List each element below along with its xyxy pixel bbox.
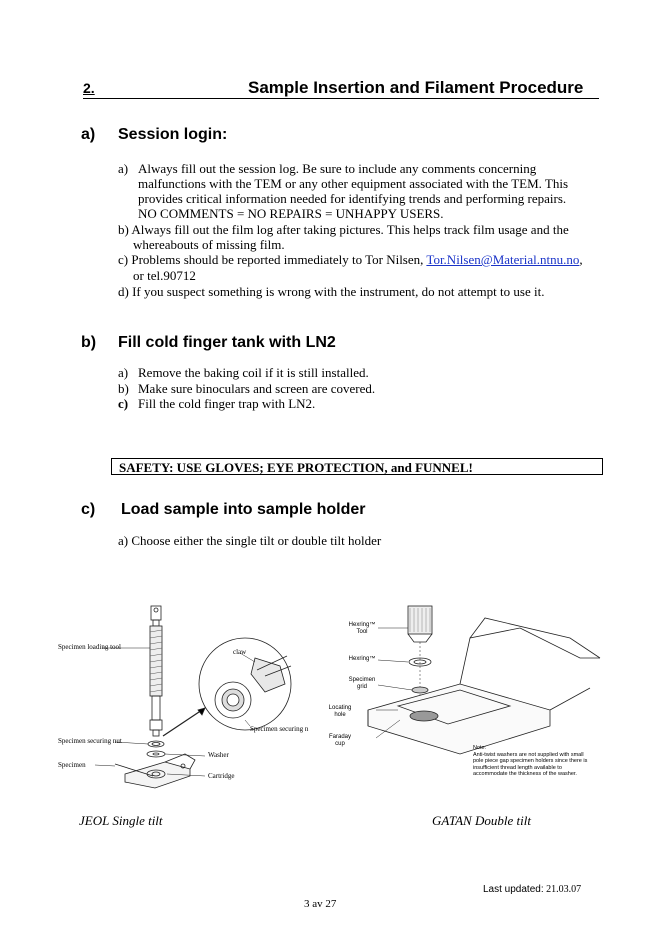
caption-jeol: JEOL Single tilt xyxy=(79,813,163,828)
list-marker: d) xyxy=(118,284,129,299)
title-underline xyxy=(83,98,599,99)
label-securing-nut: Specimen securing nut xyxy=(58,737,122,745)
caption-gatan: GATAN Double tilt xyxy=(432,813,531,828)
text-line: Fill the cold finger trap with LN2. xyxy=(138,396,316,411)
section-a-letter: a) xyxy=(81,126,96,143)
text-line: provides critical information needed for identifying trends and performing repairs. xyxy=(138,191,567,206)
text-line: whereabouts of missing film. xyxy=(133,237,285,252)
section-c-title: Load sample into sample holder xyxy=(121,501,366,518)
text-line: or tel.90712 xyxy=(133,268,196,283)
jeol-holder-diagram xyxy=(55,604,315,804)
note-title: Note: xyxy=(473,745,487,751)
note-line: Anti-twist washers are not supplied with small xyxy=(473,751,584,758)
list-item-text xyxy=(138,161,568,221)
label-locating-hole: Locating hole xyxy=(328,705,352,718)
text-line: Always fill out the film log after taking pictures. This helps track film usage and the xyxy=(131,222,569,237)
text-line: Problems should be reported immediately to Tor Nilsen, xyxy=(131,252,427,267)
text-line: Remove the baking coil if it is still installed. xyxy=(138,365,369,380)
note-line: pole piece gap specimen holders since there is xyxy=(473,758,588,764)
label-specimen-grid: Specimen grid xyxy=(348,677,376,690)
text-line: If you suspect something is wrong with the instrument, do not attempt to use it. xyxy=(132,284,545,299)
list-marker: c) xyxy=(118,396,129,411)
text-line: NO COMMENTS = NO REPAIRS = UNHAPPY USERS. xyxy=(138,206,444,221)
email-link[interactable]: Tor.Nilsen@Material.ntnu.no xyxy=(426,252,580,267)
list-item xyxy=(118,222,569,237)
page-title: Sample Insertion and Filament Procedure xyxy=(248,78,584,97)
label-loading-tool: Specimen loading tool xyxy=(58,643,121,651)
text-line: malfunctions with the TEM or any other equipment associated with the TEM. This xyxy=(138,176,569,191)
instruction-text: a) Choose either the single tilt or double tilt holder xyxy=(118,533,382,548)
list-marker: b) xyxy=(118,222,129,237)
section-a-title: Session login: xyxy=(118,126,228,143)
comma: , xyxy=(579,252,583,267)
section-c-letter: c) xyxy=(81,501,96,518)
text-line: Make sure binoculars and screen are covered. xyxy=(138,381,376,396)
gatan-note xyxy=(473,745,601,778)
list-marker: b) xyxy=(118,381,129,396)
section-number: 2. xyxy=(83,80,95,96)
list-item xyxy=(118,284,544,299)
list-item xyxy=(118,161,128,176)
label-claw: claw xyxy=(233,648,247,656)
list-marker: a) xyxy=(118,161,129,176)
label-hexring: Hexring™ xyxy=(348,656,376,662)
page-number: 3 av 27 xyxy=(304,898,337,910)
list-marker: c) xyxy=(118,252,129,267)
label-faraday-cup: Faraday cup xyxy=(328,734,351,747)
list-item xyxy=(118,396,315,411)
updated-label: Last updated: xyxy=(483,884,544,895)
list-marker: a) xyxy=(118,365,129,380)
label-cartridge: Cartridge xyxy=(208,772,235,780)
list-item xyxy=(118,381,375,396)
label-specimen: Specimen xyxy=(58,761,86,769)
updated-date: 21.03.07 xyxy=(546,884,582,895)
list-item xyxy=(118,252,583,267)
section-b-title: Fill cold finger tank with LN2 xyxy=(118,334,336,351)
label-securing-ring: Specimen securing n xyxy=(250,725,309,733)
list-item xyxy=(118,365,369,380)
label-washer: Washer xyxy=(208,751,229,759)
note-line: accommodate the thickness of the washer. xyxy=(473,771,577,777)
footer-updated xyxy=(483,884,581,895)
safety-box: SAFETY: USE GLOVES; EYE PROTECTION, and FUNNEL! xyxy=(111,458,603,475)
label-hexring-tool: Hexring™ Tool xyxy=(348,622,376,635)
text-line: Always fill out the session log. Be sure to include any comments concerning xyxy=(138,161,537,176)
note-line: insufficient thread length available to xyxy=(473,764,562,771)
section-b-letter: b) xyxy=(81,334,97,351)
